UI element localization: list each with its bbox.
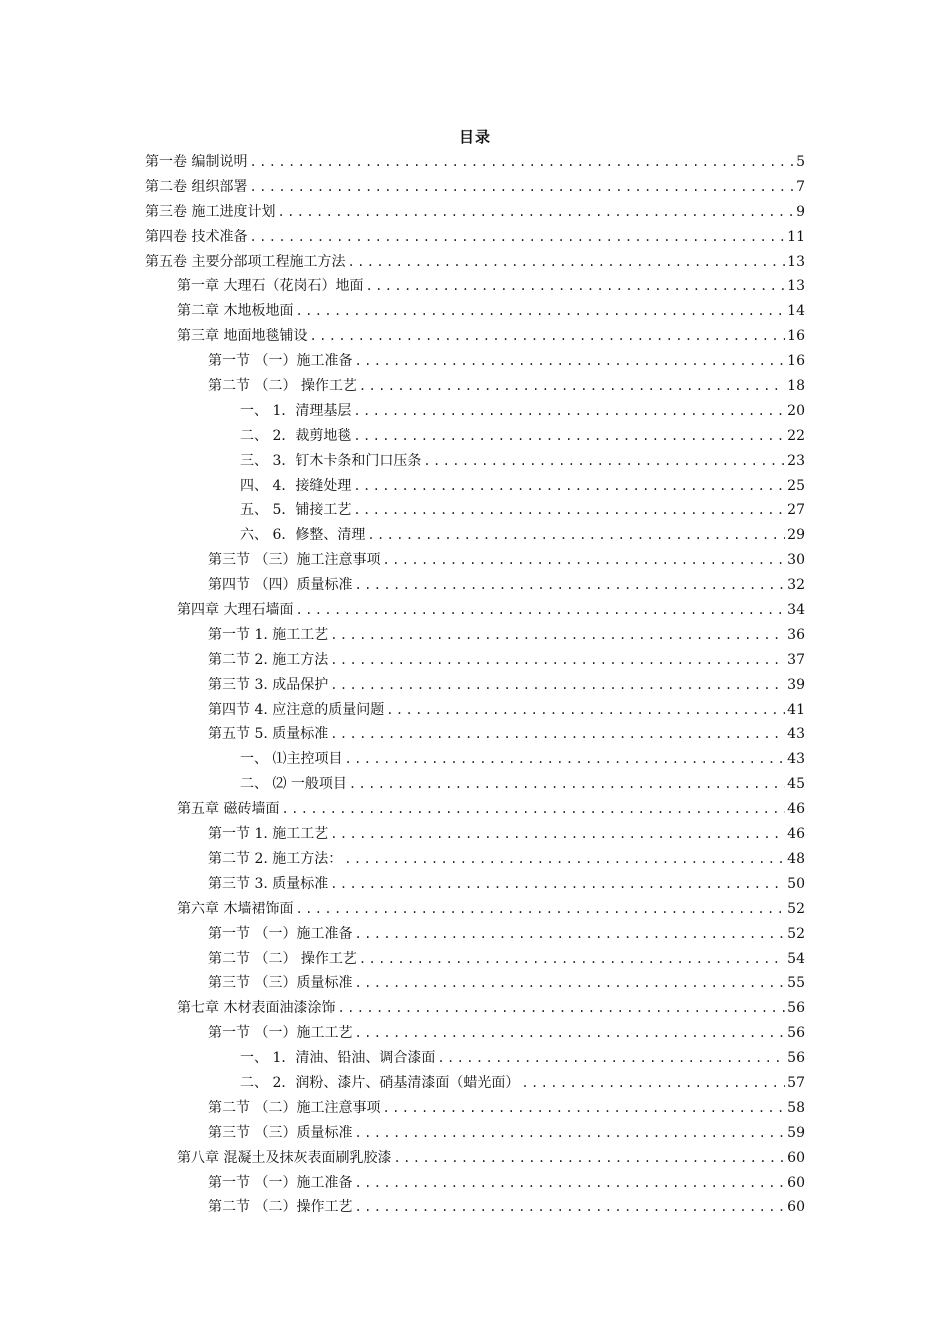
toc-entry-page-number: 43 xyxy=(787,726,805,743)
toc-entry[interactable] xyxy=(145,822,805,847)
toc-entry-page-number: 5 xyxy=(796,154,805,170)
toc-entry[interactable] xyxy=(145,349,805,374)
toc-entry-page-number: 37 xyxy=(787,651,805,668)
dot-leader xyxy=(354,1171,785,1196)
toc-entry-page-number: 46 xyxy=(787,826,805,843)
toc-entry-page-number: 7 xyxy=(796,178,805,195)
toc-entry-label: 第四章 大理石墙面 xyxy=(177,602,294,619)
toc-entry[interactable] xyxy=(145,200,805,225)
toc-entry[interactable] xyxy=(145,250,805,275)
toc-entry-page-number: 48 xyxy=(787,850,805,867)
toc-entry-page-number: 52 xyxy=(787,925,805,942)
dot-leader xyxy=(437,1046,785,1071)
toc-entry-label: 第四节 4. 应注意的质量问题 xyxy=(208,701,385,718)
toc-entry-page-number: 14 xyxy=(787,303,805,320)
dot-leader xyxy=(367,523,785,548)
toc-entry[interactable] xyxy=(145,498,805,523)
toc-entry-page-number: 56 xyxy=(787,1050,805,1067)
toc-entry-page-number: 58 xyxy=(787,1099,805,1116)
toc-entry-page-number: 32 xyxy=(787,577,805,594)
toc-entry[interactable] xyxy=(145,449,805,474)
toc-entry-page-number: 25 xyxy=(787,477,805,494)
toc-entry[interactable] xyxy=(145,797,805,822)
toc-entry-label: 第六章 木墙裙饰面 xyxy=(177,900,294,917)
toc-entry-label: 第三节 （三）质量标准 xyxy=(208,975,353,992)
dot-leader xyxy=(365,274,785,299)
dot-leader xyxy=(386,698,785,723)
toc-entry[interactable] xyxy=(145,1071,805,1096)
toc-entry-page-number: 27 xyxy=(787,502,805,519)
dot-leader xyxy=(382,1096,785,1121)
dot-leader xyxy=(521,1071,785,1096)
toc-entry[interactable] xyxy=(145,648,805,673)
dot-leader xyxy=(344,747,785,772)
toc-entry-page-number: 20 xyxy=(787,402,805,419)
toc-entry-label: 第一卷 编制说明 xyxy=(145,154,248,170)
dot-leader xyxy=(359,947,785,972)
toc-entry-page-number: 50 xyxy=(787,875,805,892)
toc-entry-label: 第三章 地面地毯铺设 xyxy=(177,328,308,345)
toc-entry-page-number: 16 xyxy=(787,328,805,345)
dot-leader xyxy=(295,598,785,623)
toc-entry[interactable] xyxy=(145,523,805,548)
dot-leader xyxy=(249,225,785,250)
toc-entry[interactable] xyxy=(145,922,805,947)
toc-entry[interactable] xyxy=(145,1046,805,1071)
dot-leader xyxy=(354,573,785,598)
toc-entry-page-number: 43 xyxy=(787,751,805,768)
toc-entry[interactable] xyxy=(145,324,805,349)
toc-entry[interactable] xyxy=(145,150,805,175)
toc-entry[interactable] xyxy=(145,1146,805,1171)
toc-entry[interactable] xyxy=(145,1171,805,1196)
dot-leader xyxy=(330,722,785,747)
toc-entry-label: 第一节 （一）施工准备 xyxy=(208,925,353,942)
toc-entry-page-number: 56 xyxy=(787,1000,805,1017)
toc-entry[interactable] xyxy=(145,399,805,424)
toc-entry-label: 第二节 （二） 操作工艺 xyxy=(208,378,357,395)
toc-entry-page-number: 23 xyxy=(787,452,805,469)
toc-entry-page-number: 60 xyxy=(787,1174,805,1191)
dot-leader xyxy=(354,971,785,996)
dot-leader xyxy=(249,175,793,200)
dot-leader xyxy=(330,648,785,673)
toc-entry-label: 第三节 3. 成品保护 xyxy=(208,676,329,693)
toc-entry-label: 第四卷 技术准备 xyxy=(145,228,248,245)
dot-leader xyxy=(347,250,785,275)
toc-entry-page-number: 57 xyxy=(787,1074,805,1091)
toc-entry[interactable] xyxy=(145,947,805,972)
toc-entry-label: 第一节 1. 施工工艺 xyxy=(208,626,329,643)
toc-entry[interactable] xyxy=(145,847,805,872)
toc-entry[interactable] xyxy=(145,897,805,922)
dot-leader xyxy=(295,299,785,324)
toc-entry-label: 第二节 2. 施工方法 xyxy=(208,651,329,668)
dot-leader xyxy=(249,150,793,175)
dot-leader xyxy=(423,449,785,474)
toc-entry-page-number: 60 xyxy=(787,1199,805,1216)
dot-leader xyxy=(359,374,785,399)
toc-entry-label: 第三节 3. 质量标准 xyxy=(208,875,329,892)
toc-entry-label: 第二章 木地板地面 xyxy=(177,303,294,320)
toc-entry[interactable] xyxy=(145,548,805,573)
toc-entry-label: 第七章 木材表面油漆涂饰 xyxy=(177,1000,336,1017)
toc-entry-label: 第一章 大理石（花岗石）地面 xyxy=(177,278,364,295)
toc-entry-page-number: 36 xyxy=(787,626,805,643)
toc-entry-label: 第五章 磁砖墙面 xyxy=(177,801,280,818)
dot-leader xyxy=(354,922,785,947)
toc-entry-page-number: 41 xyxy=(787,701,805,718)
toc-entry-page-number: 16 xyxy=(787,353,805,370)
dot-leader xyxy=(337,996,785,1021)
toc-entry-page-number: 29 xyxy=(787,527,805,544)
toc-entry[interactable] xyxy=(145,698,805,723)
dot-leader xyxy=(330,822,785,847)
toc-entry-label: 第五节 5. 质量标准 xyxy=(208,726,329,743)
toc-entry-page-number: 13 xyxy=(787,253,805,270)
toc-entry-label: 第五卷 主要分部项工程施工方法 xyxy=(145,253,346,270)
toc-entry-label: 第二节 （二）操作工艺 xyxy=(208,1199,353,1216)
dot-leader xyxy=(354,349,785,374)
toc-entry[interactable] xyxy=(145,971,805,996)
toc-entry-label: 二、 2．润粉、漆片、硝基清漆面（蜡光面） xyxy=(240,1074,520,1091)
toc-entry-label: 第三节 （三）施工注意事项 xyxy=(208,552,381,569)
dot-leader xyxy=(353,399,785,424)
toc-entry-page-number: 11 xyxy=(787,228,805,245)
toc-entry-page-number: 13 xyxy=(787,278,805,295)
toc-entry[interactable] xyxy=(145,1195,805,1220)
toc-entry-label: 第一节 （一）施工工艺 xyxy=(208,1025,353,1042)
toc-entry[interactable] xyxy=(145,1121,805,1146)
toc-entry-label: 第二节 （二）施工注意事项 xyxy=(208,1099,381,1116)
toc-entry-label: 一、 1．清油、铅油、调合漆面 xyxy=(240,1050,436,1067)
toc-entry[interactable] xyxy=(145,1021,805,1046)
toc-entry-label: 二、 ⑵ 一般项目 xyxy=(240,776,347,793)
dot-leader xyxy=(353,498,785,523)
toc-entry-page-number: 56 xyxy=(787,1025,805,1042)
toc-entry[interactable] xyxy=(145,747,805,772)
toc-entry-page-number: 9 xyxy=(796,203,805,220)
toc-entry[interactable] xyxy=(145,1096,805,1121)
toc-entry-label: 五、 5．铺接工艺 xyxy=(240,502,352,519)
toc-entry[interactable] xyxy=(145,374,805,399)
toc-entry[interactable] xyxy=(145,573,805,598)
toc-entry-page-number: 54 xyxy=(787,950,805,967)
dot-leader xyxy=(330,872,785,897)
toc-entry-page-number: 18 xyxy=(787,378,805,395)
toc-entry-label: 第二卷 组织部署 xyxy=(145,178,248,195)
dot-leader xyxy=(382,548,785,573)
dot-leader xyxy=(330,623,785,648)
toc-entry[interactable] xyxy=(145,225,805,250)
dot-leader xyxy=(354,1021,785,1046)
dot-leader xyxy=(354,1195,785,1220)
toc-entry-label: 第八章 混凝土及抹灰表面刷乳胶漆 xyxy=(177,1149,392,1166)
toc-entry[interactable] xyxy=(145,772,805,797)
toc-entry[interactable] xyxy=(145,722,805,747)
toc-entry-label: 第一节 （一）施工准备 xyxy=(208,1174,353,1191)
toc-entry[interactable] xyxy=(145,424,805,449)
dot-leader xyxy=(393,1146,785,1171)
toc-entry[interactable] xyxy=(145,299,805,324)
dot-leader xyxy=(354,1121,785,1146)
dot-leader xyxy=(277,200,793,225)
dot-leader xyxy=(281,797,785,822)
toc-entry-page-number: 52 xyxy=(787,900,805,917)
toc-entry[interactable] xyxy=(145,872,805,897)
toc-entry-page-number: 59 xyxy=(787,1124,805,1141)
toc-entry[interactable] xyxy=(145,623,805,648)
toc-entry-page-number: 30 xyxy=(787,552,805,569)
toc-entry-page-number: 45 xyxy=(787,776,805,793)
toc-entry[interactable] xyxy=(145,175,805,200)
toc-entry-label: 三、 3．钉木卡条和门口压条 xyxy=(240,452,422,469)
toc-entry[interactable] xyxy=(145,673,805,698)
toc-entry[interactable] xyxy=(145,996,805,1021)
toc-entry[interactable] xyxy=(145,274,805,299)
toc-entry-label: 第一节 1. 施工工艺 xyxy=(208,826,329,843)
toc-entry-label: 一、 ⑴主控项目 xyxy=(240,751,343,768)
toc-entry-page-number: 22 xyxy=(787,427,805,444)
dot-leader xyxy=(353,474,785,499)
toc-entry-label: 六、 6．修整、清理 xyxy=(240,527,366,544)
toc-entry-label: 第二节 （二） 操作工艺 xyxy=(208,950,357,967)
toc-entry-page-number: 60 xyxy=(787,1149,805,1166)
toc-entry[interactable] xyxy=(145,474,805,499)
dot-leader xyxy=(344,847,785,872)
toc-entry[interactable] xyxy=(145,598,805,623)
toc-entry-page-number: 34 xyxy=(787,602,805,619)
toc-entry-label: 二、 2．裁剪地毯 xyxy=(240,427,352,444)
toc-entry-page-number: 39 xyxy=(787,676,805,693)
page-title: 目录 xyxy=(458,128,491,146)
toc-entry-label: 一、 1．清理基层 xyxy=(240,402,352,419)
toc-entry-label: 第一节 （一）施工准备 xyxy=(208,353,353,370)
dot-leader xyxy=(309,324,785,349)
toc-entry-label: 第三卷 施工进度计划 xyxy=(145,203,276,220)
toc-entry-label: 第二节 2. 施工方法： xyxy=(208,850,343,867)
dot-leader xyxy=(349,772,785,797)
toc-entry-label: 第三节 （三）质量标准 xyxy=(208,1124,353,1141)
toc-entry-label: 第四节 （四）质量标准 xyxy=(208,577,353,594)
toc-entry-label: 四、 4．接缝处理 xyxy=(240,477,352,494)
toc-entry-page-number: 46 xyxy=(787,801,805,818)
dot-leader xyxy=(330,673,785,698)
dot-leader xyxy=(295,897,785,922)
table-of-contents xyxy=(145,150,805,1220)
toc-entry-page-number: 55 xyxy=(787,975,805,992)
dot-leader xyxy=(353,424,785,449)
